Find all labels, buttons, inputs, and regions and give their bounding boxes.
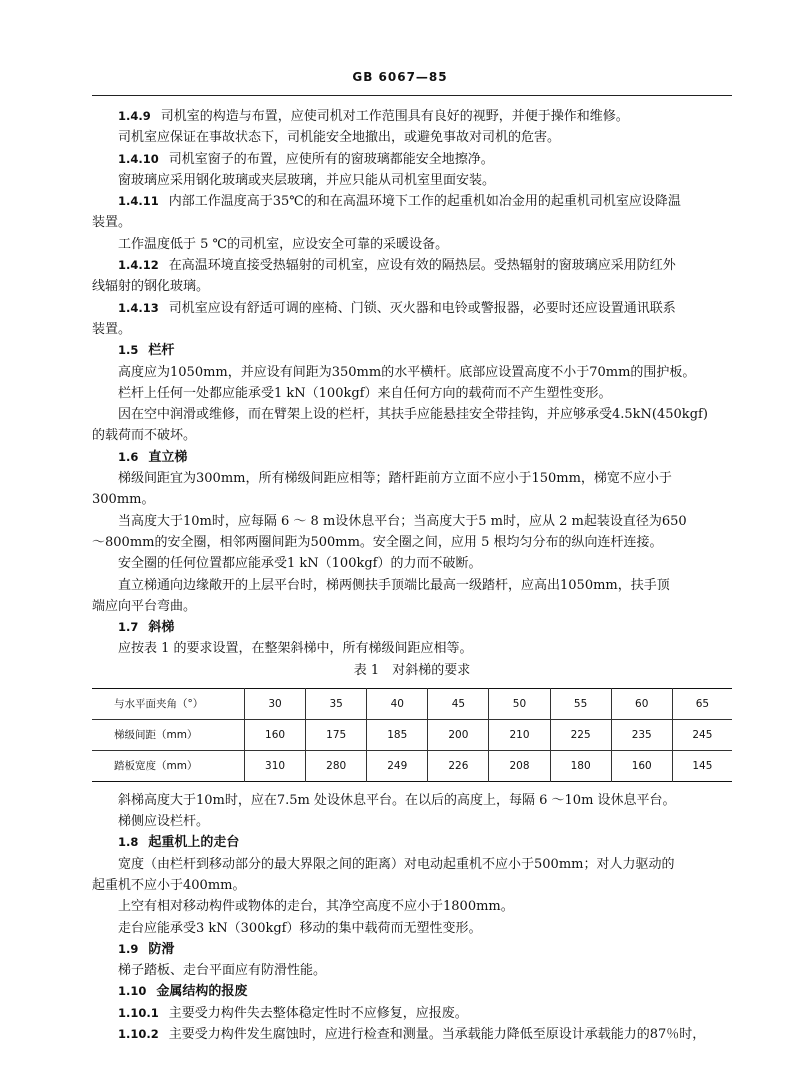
table-row	[92, 719, 732, 750]
paragraph-text: 梯侧应设栏杆。	[118, 814, 210, 830]
paragraph-text: 的载荷而不破坏。	[92, 428, 197, 444]
section-heading: 起重机上的走台	[148, 835, 240, 851]
text-line	[92, 575, 732, 596]
text-line	[92, 638, 732, 659]
table-cell: 35	[306, 688, 367, 719]
clause-number: 1.4.11	[118, 194, 159, 209]
paragraph-text: 梯子踏板、走台平面应有防滑性能。	[118, 963, 327, 979]
clause-number: 1.5	[118, 343, 139, 358]
text-line	[92, 234, 732, 255]
text-line	[92, 170, 732, 191]
table-cell: 200	[428, 719, 489, 750]
row-label: 与水平面夹角（°）	[114, 698, 204, 711]
clause-number: 1.4.12	[118, 258, 159, 273]
paragraph-text: 司机室应设有舒适可调的座椅、门锁、灭火器和电铃或警报器，必要时还应设置通讯联系	[168, 300, 676, 316]
clause-line	[92, 981, 732, 1002]
text-line	[92, 489, 732, 510]
clause-number: 1.4.9	[118, 109, 151, 123]
paragraph-text: 上空有相对移动构件或物体的走台，其净空高度不应小于1800mm。	[118, 899, 514, 915]
table-cell: 180	[550, 750, 611, 781]
text-line	[92, 918, 732, 939]
text-line	[92, 596, 732, 617]
paragraph-text: 端应向平台弯曲。	[92, 598, 197, 614]
clause-number: 1.9	[118, 941, 139, 956]
table-cell: 210	[489, 719, 550, 750]
paragraph-text: 起重机不应小于400mm。	[92, 877, 246, 893]
clause-line	[92, 447, 732, 468]
body-section-a	[92, 106, 732, 660]
paragraph-text: 司机室的构造与布置，应使司机对工作范围具有良好的视野，并便于操作和维修。	[160, 109, 629, 124]
table-cell: 145	[672, 750, 732, 781]
text-line	[92, 811, 732, 832]
table-cell: 50	[489, 688, 550, 719]
ladder-requirements-table	[92, 688, 732, 782]
clause-line	[92, 1024, 732, 1045]
clause-line	[92, 191, 732, 212]
paragraph-text: 内部工作温度高于35℃的和在高温环境下工作的起重机如冶金用的起重机司机室应设降温	[168, 194, 681, 210]
text-line	[92, 875, 732, 896]
clause-number: 1.7	[118, 620, 139, 635]
table-cell: 185	[367, 719, 428, 750]
section-heading: 栏杆	[148, 343, 175, 359]
header-rule	[92, 95, 732, 96]
paragraph-text: 在高温环境直接受热辐射的司机室，应设有效的隔热层。受热辐射的窗玻璃应采用防红外	[168, 258, 676, 274]
row-label: 踏板宽度（mm）	[92, 750, 245, 781]
text-line	[92, 404, 732, 425]
table-cell: 160	[611, 750, 672, 781]
clause-number: 1.10.1	[118, 1005, 159, 1020]
document-body	[92, 106, 732, 1045]
clause-line	[92, 939, 732, 960]
paragraph-text: ～800mm的安全圈，相邻两圈间距为500mm。安全圈之间，应用 5 根均匀分布的纵向连杆连接。	[92, 534, 663, 550]
text-line	[92, 212, 732, 233]
table-cell: 235	[611, 719, 672, 750]
table-cell: 249	[367, 750, 428, 781]
paragraph-text: 应按表 1 的要求设置，在整架斜梯中，所有梯级间距应相等。	[118, 641, 473, 657]
table-row	[92, 688, 732, 719]
table-cell: 208	[489, 750, 550, 781]
clause-number: 1.4.13	[118, 300, 159, 315]
clause-line	[92, 149, 732, 170]
text-line	[92, 854, 732, 875]
paragraph-text: 司机室窗子的布置，应使所有的窗玻璃都能安全地擦净。	[168, 151, 494, 167]
table-row	[92, 750, 732, 781]
paragraph-text: 主要受力构件发生腐蚀时，应进行检查和测量。当承载能力降低至原设计承载能力的87％时，	[168, 1026, 706, 1042]
table-cell: 175	[306, 719, 367, 750]
clause-line	[92, 340, 732, 361]
table-caption: 表 1 对斜梯的要求	[353, 662, 471, 678]
table-cell: 45	[428, 688, 489, 719]
clause-number: 1.6	[118, 449, 139, 464]
paragraph-text: 直立梯通向边缘敞开的上层平台时，梯两侧扶手顶端比最高一级踏杆，应高出1050mm，扶手顶	[118, 577, 670, 593]
text-line	[92, 468, 732, 489]
text-line	[92, 896, 732, 917]
clause-number: 1.10.2	[118, 1026, 159, 1041]
table-cell: 310	[245, 750, 306, 781]
clause-number: 1.4.10	[118, 151, 159, 166]
paragraph-text: 安全圈的任何位置都应能承受1 kN（100kgf）的力而不破断。	[118, 556, 482, 572]
text-line	[92, 425, 732, 446]
paragraph-text: 工作温度低于 5 ℃的司机室，应设安全可靠的采暖设备。	[118, 236, 449, 252]
section-heading: 金属结构的报废	[156, 984, 248, 1000]
text-line	[92, 532, 732, 553]
text-line	[92, 276, 732, 297]
table-cell: 225	[550, 719, 611, 750]
paragraph-text: 斜梯高度大于10m时，应在7.5m 处设休息平台。在以后的高度上，每隔 6 ～10m 设休息平台。	[118, 792, 676, 808]
paragraph-text: 走台应能承受3 kN（300kgf）移动的集中载荷而无塑性变形。	[118, 920, 482, 936]
paragraph-text: 窗玻璃应采用钢化玻璃或夹层玻璃，并应只能从司机室里面安装。	[118, 172, 496, 188]
table-cell: 245	[672, 719, 732, 750]
paragraph-text: 装置。	[92, 215, 132, 231]
row-label: 梯级间距（mm）	[92, 719, 245, 750]
text-line	[92, 127, 732, 148]
clause-number: 1.10	[118, 984, 147, 999]
paragraph-text: 因在空中润滑或维修，而在臂架上设的栏杆，其扶手应能悬挂安全带挂钩，并应够承受4.5kN(450kgf)	[118, 407, 708, 423]
paragraph-text: 300mm。	[92, 492, 155, 508]
table-cell: 55	[550, 688, 611, 719]
paragraph-text: 司机室应保证在事故状态下，司机能安全地撤出，或避免事故对司机的危害。	[118, 130, 561, 146]
clause-line	[92, 617, 732, 638]
table-cell: 65	[672, 688, 732, 719]
table-cell: 160	[245, 719, 306, 750]
text-line	[92, 362, 732, 383]
table-cell: 30	[245, 688, 306, 719]
paragraph-text: 宽度（由栏杆到移动部分的最大界限之间的距离）对电动起重机不应小于500mm；对人力驱动的	[118, 856, 675, 872]
section-heading: 防滑	[148, 941, 175, 957]
table-cell: 226	[428, 750, 489, 781]
paragraph-text: 栏杆上任何一处都应能承受1 kN（100kgf）来自任何方向的载荷而不产生塑性变形。	[118, 385, 612, 401]
clause-line	[92, 255, 732, 276]
paragraph-text: 装置。	[92, 321, 132, 337]
paragraph-text: 梯级间距宜为300mm，所有梯级间距应相等；踏杆距前方立面不应小于150mm，梯宽不应小于	[118, 471, 672, 487]
paragraph-text: 主要受力构件失去整体稳定性时不应修复，应报废。	[168, 1005, 468, 1021]
table-cell: 40	[367, 688, 428, 719]
text-line	[92, 960, 732, 981]
clause-line	[92, 832, 732, 853]
text-line	[92, 383, 732, 404]
clause-line	[92, 298, 732, 319]
text-line	[92, 553, 732, 574]
clause-line	[92, 1003, 732, 1024]
clause-number: 1.8	[118, 835, 139, 850]
document-header: GB 6067—85	[352, 70, 448, 84]
body-section-b	[92, 790, 732, 1046]
text-line	[92, 319, 732, 340]
section-heading: 直立梯	[148, 449, 188, 465]
paragraph-text: 当高度大于10m时，应每隔 6 ～ 8 m设休息平台；当高度大于5 m时，应从 2 m起装设直径为650	[118, 513, 687, 529]
section-heading: 斜梯	[148, 620, 175, 636]
table-cell: 280	[306, 750, 367, 781]
table-cell: 60	[611, 688, 672, 719]
clause-line	[92, 106, 732, 127]
text-line	[92, 790, 732, 811]
paragraph-text: 线辐射的钢化玻璃。	[92, 279, 210, 295]
paragraph-text: 高度应为1050mm，并应设有间距为350mm的水平横杆。底部应设置高度不小于70mm的围护板。	[118, 364, 696, 380]
text-line	[92, 511, 732, 532]
